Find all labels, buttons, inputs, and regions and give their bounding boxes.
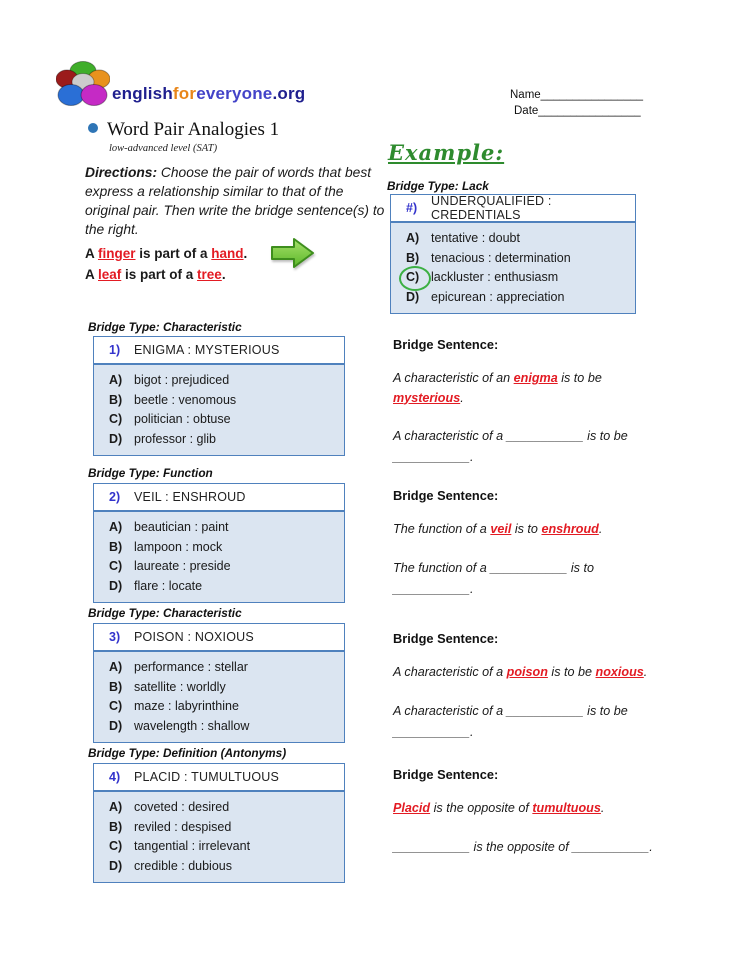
- bridge-type-label-q2: Bridge Type: Function: [88, 466, 213, 480]
- option-letter: A): [109, 800, 123, 814]
- page-subtitle: low-advanced level (SAT): [109, 143, 218, 154]
- directions-label: Directions:: [85, 165, 158, 180]
- question-number: 2): [109, 490, 121, 504]
- bridge-sentence-block-4: [393, 767, 661, 858]
- question-number: 3): [109, 630, 121, 644]
- brand-part-for: for: [172, 84, 197, 103]
- example-options: [391, 223, 635, 313]
- option-letter: C): [109, 412, 123, 426]
- brand-part-org: .org: [272, 84, 306, 103]
- bridge-sentence-filled: A characteristic of an enigma is to be mysterious.: [393, 371, 602, 405]
- example-question-header: [391, 195, 635, 223]
- bridge-sentence-heading: Bridge Sentence:: [393, 767, 499, 782]
- option-row: B) tenacious : determination: [406, 249, 629, 269]
- bridge-sentence-block-1: [393, 337, 661, 469]
- option-letter: D): [109, 431, 123, 446]
- option-row: B) beetle : venomous: [109, 391, 338, 411]
- option-letter: B): [109, 819, 123, 834]
- option-letter: A): [109, 660, 123, 674]
- englishforeveryone-logo-icon: [56, 60, 110, 110]
- question-box-4: [93, 763, 345, 883]
- keyword: hand: [211, 246, 244, 261]
- page-title: Word Pair Analogies 1: [107, 119, 280, 140]
- option-row: D) wavelength : shallow: [109, 717, 338, 737]
- option-row: D) epicurean : appreciation: [406, 288, 629, 308]
- name-line: Name________________: [510, 89, 644, 101]
- keyword: noxious: [595, 665, 644, 679]
- directions-text: Choose the pair of words that best express a relationship similar to that of the original pair. Then write the bridge sentence(s) to the right.: [85, 165, 385, 238]
- question-pair: POISON : NOXIOUS: [134, 630, 254, 644]
- option-letter: D): [109, 578, 123, 593]
- green-arrow-icon: [270, 236, 316, 270]
- bridge-sentence-heading: Bridge Sentence:: [393, 488, 499, 503]
- option-letter: B): [109, 539, 123, 554]
- option-letter: C): [406, 268, 431, 288]
- title-bullet-icon: [88, 123, 98, 133]
- option-letter: A): [406, 231, 420, 245]
- question-pair: VEIL : ENSHROUD: [134, 490, 246, 504]
- bridge-sentence-filled: The function of a veil is to enshroud.: [393, 522, 603, 536]
- option-letter: D): [109, 858, 123, 873]
- option-row: B) satellite : worldly: [109, 678, 338, 698]
- option-letter: C): [109, 839, 123, 853]
- option-letter: D): [109, 718, 123, 733]
- bridge-sentence-blank: A characteristic of a ___________ is to be ___________.: [393, 429, 628, 465]
- option-letter: B): [109, 679, 123, 694]
- directions: [85, 163, 387, 239]
- intro-sentences: [85, 243, 247, 285]
- bridge-type-label-q1: Bridge Type: Characteristic: [88, 320, 242, 334]
- question-box-1: [93, 336, 345, 456]
- option-letter: C): [109, 699, 123, 713]
- keyword: veil: [490, 522, 512, 536]
- example-heading: Example:: [388, 140, 505, 165]
- keyword: finger: [98, 246, 136, 261]
- keyword: enigma: [513, 371, 558, 385]
- bridge-type-label-example: Bridge Type: Lack: [387, 179, 489, 193]
- option-row: A) tentative : doubt: [406, 229, 629, 249]
- option-row: A) bigot : prejudiced: [109, 371, 338, 391]
- option-letter: A): [109, 373, 123, 387]
- bridge-sentence-filled: Placid is the opposite of tumultuous.: [393, 801, 605, 815]
- name-date-block: [510, 87, 643, 119]
- question-box-2: [93, 483, 345, 603]
- date-line: Date________________: [514, 105, 641, 117]
- option-row: C) politician : obtuse: [109, 410, 338, 430]
- intro-sentence: A finger is part of a hand.: [85, 246, 248, 261]
- option-row: B) reviled : despised: [109, 818, 338, 838]
- question-header: [94, 337, 344, 365]
- option-row: B) lampoon : mock: [109, 538, 338, 558]
- brand-part-english: english: [112, 84, 173, 103]
- option-row: C) maze : labyrinthine: [109, 697, 338, 717]
- option-row: A) beautician : paint: [109, 518, 338, 538]
- option-letter: B): [406, 250, 420, 265]
- brand-wordmark: [112, 84, 305, 104]
- question-options: [94, 652, 344, 742]
- keyword: poison: [506, 665, 548, 679]
- question-header: [94, 624, 344, 652]
- question-header: [94, 484, 344, 512]
- question-number: 4): [109, 770, 121, 784]
- keyword: tumultuous: [532, 801, 601, 815]
- brand-part-everyone: everyone: [196, 84, 273, 103]
- option-letter: A): [109, 520, 123, 534]
- question-number: 1): [109, 343, 121, 357]
- bridge-sentence-block-3: [393, 631, 661, 743]
- example-question-box: [390, 194, 636, 314]
- bridge-sentence-blank: A characteristic of a ___________ is to be ___________.: [393, 703, 628, 739]
- option-row: C) laureate : preside: [109, 557, 338, 577]
- option-letter: C): [109, 559, 123, 573]
- bridge-type-label-q3: Bridge Type: Characteristic: [88, 606, 242, 620]
- question-header: [94, 764, 344, 792]
- question-options: [94, 792, 344, 882]
- option-row: D) flare : locate: [109, 577, 338, 597]
- bridge-sentence-filled: A characteristic of a poison is to be noxious.: [393, 665, 648, 679]
- option-row: D) credible : dubious: [109, 857, 338, 877]
- option-letter: B): [109, 392, 123, 407]
- keyword: tree: [197, 267, 222, 282]
- question-pair: UNDERQUALIFIED : CREDENTIALS: [431, 194, 552, 222]
- bridge-sentence-blank: The function of a ___________ is to ___________.: [393, 560, 594, 596]
- question-number: #): [406, 201, 418, 215]
- option-letter: D): [406, 289, 420, 304]
- question-box-3: [93, 623, 345, 743]
- bridge-sentence-blank: ___________ is the opposite of ___________.: [393, 839, 653, 854]
- page-title-row: [88, 119, 279, 141]
- keyword: leaf: [98, 267, 122, 282]
- keyword: Placid: [393, 801, 431, 815]
- question-pair: ENIGMA : MYSTERIOUS: [134, 343, 280, 357]
- bridge-sentence-heading: Bridge Sentence:: [393, 337, 499, 352]
- option-row: C) lackluster : enthusiasm: [406, 268, 629, 288]
- option-row: C) tangential : irrelevant: [109, 837, 338, 857]
- question-options: [94, 365, 344, 455]
- question-options: [94, 512, 344, 602]
- bridge-sentence-heading: Bridge Sentence:: [393, 631, 499, 646]
- intro-sentence: A leaf is part of a tree.: [85, 267, 226, 282]
- option-row: D) professor : glib: [109, 430, 338, 450]
- keyword: enshroud: [541, 522, 599, 536]
- option-row: A) performance : stellar: [109, 658, 338, 678]
- option-row: A) coveted : desired: [109, 798, 338, 818]
- keyword: mysterious: [393, 390, 461, 405]
- bridge-type-label-q4: Bridge Type: Definition (Antonyms): [88, 746, 287, 760]
- bridge-sentence-block-2: [393, 488, 661, 600]
- question-pair: PLACID : TUMULTUOUS: [134, 770, 280, 784]
